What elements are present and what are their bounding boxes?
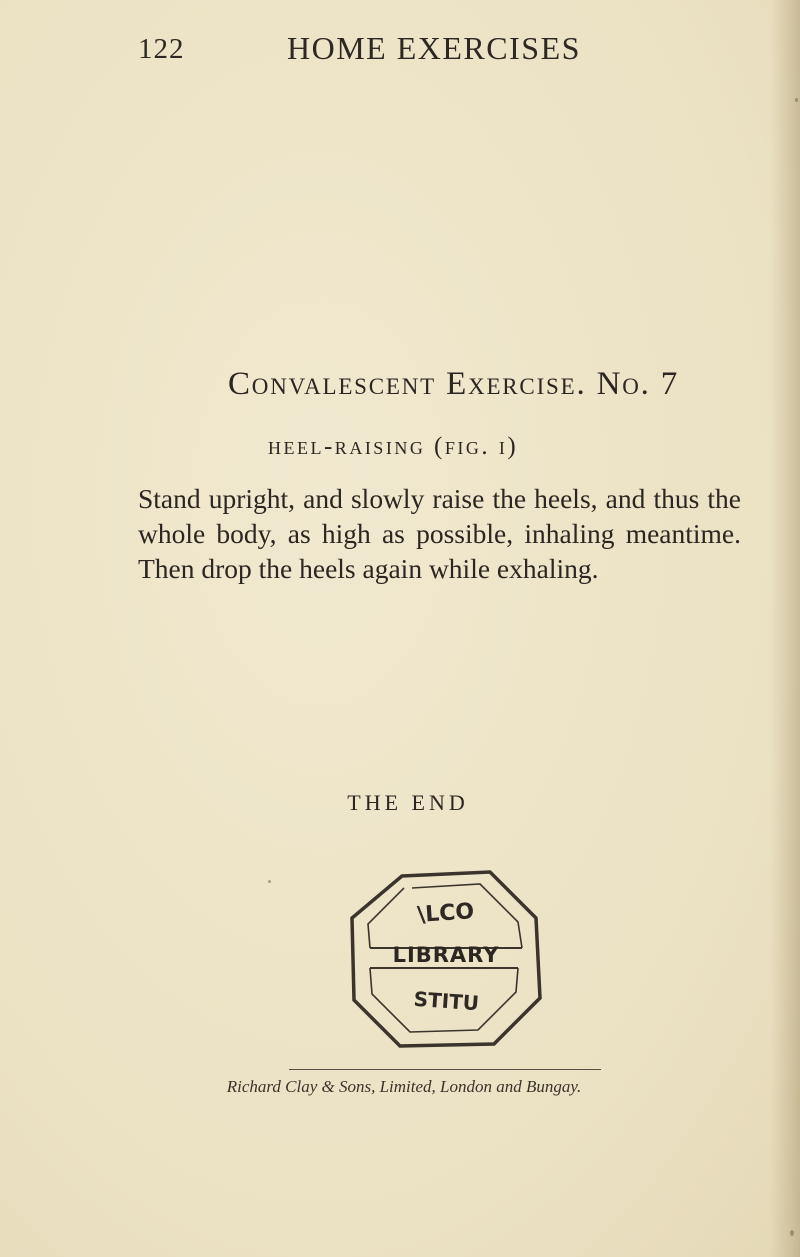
stamp-top-text: \LCO	[416, 899, 475, 928]
stamp-library-text: LIBRARY	[392, 943, 500, 967]
library-stamp	[340, 858, 550, 1056]
the-end-label: THE END	[347, 790, 469, 815]
stamp-bottom-text: STITU	[412, 986, 480, 1016]
paper-speck	[795, 98, 798, 102]
imprint-rule	[289, 1069, 601, 1070]
paper-speck	[790, 1230, 794, 1236]
printer-imprint: Richard Clay & Sons, Limited, London and Bungay.	[226, 1077, 582, 1096]
exercise-subheading: heel-raising (fig. i)	[268, 433, 519, 460]
section-title: Convalescent Exercise. No. 7	[228, 366, 680, 402]
paper-speck	[268, 880, 271, 883]
running-head: HOME EXERCISES	[287, 30, 581, 66]
exercise-instructions: Stand upright, and slowly raise the heels, and thus the whole body, as high as possible, inhaling meantime. Then drop the heels again while exhaling.	[138, 483, 741, 584]
page-number: 122	[138, 33, 185, 65]
